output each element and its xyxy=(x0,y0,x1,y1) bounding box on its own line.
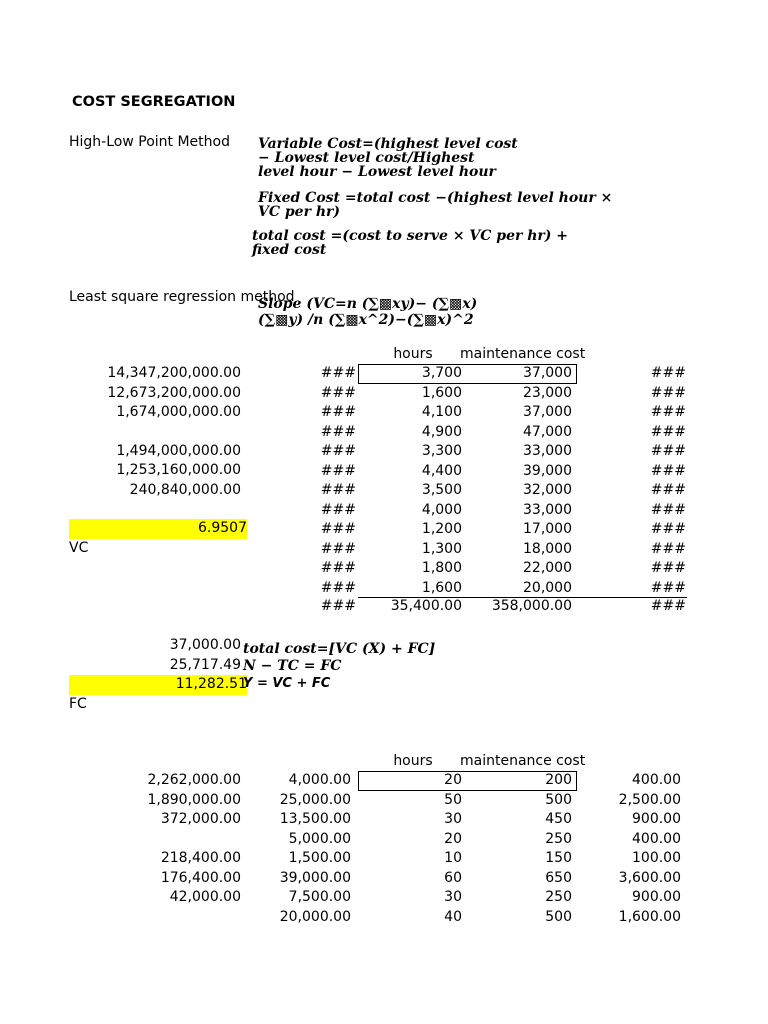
t2-col-a: 2,262,000.00 xyxy=(147,772,241,788)
t1-cost-cell: 33,000 xyxy=(523,443,572,459)
t1-cost-cell: 22,000 xyxy=(523,560,572,576)
table2-header-hours: hours xyxy=(393,753,433,769)
vc-result-highlight xyxy=(69,519,247,539)
t1-left-value: 1,674,000,000.00 xyxy=(116,404,241,420)
t1-total-hash: ### xyxy=(320,598,356,614)
t1-right-hash: ### xyxy=(650,501,686,518)
t1-cost-cell: 18,000 xyxy=(523,540,572,557)
t2-col-b: 25,000.00 xyxy=(279,791,351,808)
t2-col-b: 1,500.00 xyxy=(288,850,351,866)
t1-right-hash: ### xyxy=(650,384,686,401)
t2-cost-cell: 650 xyxy=(545,869,572,886)
t1-hours-cell: 3,500 xyxy=(421,482,462,498)
high-low-label: High-Low Point Method xyxy=(69,134,230,150)
t1-cost-cell: 32,000 xyxy=(523,482,572,498)
t1-hours-cell: 3,300 xyxy=(421,443,462,459)
t1-hash: ### xyxy=(320,521,356,537)
t2-hours-cell: 20 xyxy=(444,772,462,788)
vc-formula-line-2: − Lowest level cost/Highest xyxy=(258,150,475,166)
table2-header-cost: maintenance cost xyxy=(460,753,586,769)
t2-col-a: 176,400.00 xyxy=(160,869,241,886)
vc-formula-line-3: level hour − Lowest level hour xyxy=(258,164,496,180)
t2-col-a: 372,000.00 xyxy=(160,811,241,827)
t2-cost-cell: 250 xyxy=(545,889,572,905)
fc-label: FC xyxy=(69,695,87,712)
t1-right-hash: ### xyxy=(650,443,686,459)
t2-col-e: 2,500.00 xyxy=(618,791,681,808)
t1-hours-cell: 4,000 xyxy=(421,501,462,518)
t2-col-e: 1,600.00 xyxy=(618,908,681,925)
t1-right-hash: ### xyxy=(650,521,686,537)
t1-right-hash: ### xyxy=(650,365,686,381)
t2-col-a: 1,890,000.00 xyxy=(147,791,241,808)
t1-hours-cell: 1,200 xyxy=(421,521,462,537)
t1-hash: ### xyxy=(320,384,356,401)
t1-cost-cell: 37,000 xyxy=(523,404,572,420)
vc-result-value: 6.9507 xyxy=(198,520,247,536)
t2-col-e: 900.00 xyxy=(632,811,681,827)
fc-result-highlight xyxy=(69,675,247,695)
t1-hash: ### xyxy=(320,462,356,479)
t2-cost-cell: 150 xyxy=(545,850,572,866)
t1-cost-cell: 17,000 xyxy=(523,521,572,537)
t2-col-e: 100.00 xyxy=(632,850,681,866)
t1-hash: ### xyxy=(320,482,356,498)
t1-hours-cell: 1,600 xyxy=(421,579,462,596)
t1-hours-cell: 1,300 xyxy=(421,540,462,557)
t2-cost-cell: 250 xyxy=(545,830,572,847)
page-title: COST SEGREGATION xyxy=(72,94,236,110)
t1-cost-cell: 20,000 xyxy=(523,579,572,596)
fc-value-1: 37,000.00 xyxy=(169,637,241,653)
fc-formula-line-1: Fixed Cost =total cost −(highest level hour × xyxy=(258,190,613,206)
fc-formula-2: N − TC = FC xyxy=(243,658,342,674)
t1-hours-cell: 4,400 xyxy=(421,462,462,479)
t2-col-b: 5,000.00 xyxy=(288,830,351,847)
t1-right-hash: ### xyxy=(650,560,686,576)
t1-hours-cell: 3,700 xyxy=(421,365,462,381)
t2-col-e: 900.00 xyxy=(632,889,681,905)
t1-hash: ### xyxy=(320,443,356,459)
t1-cost-cell: 37,000 xyxy=(523,365,572,381)
t1-cost-cell: 47,000 xyxy=(523,423,572,440)
t2-cost-cell: 200 xyxy=(545,772,572,788)
t1-right-hash: ### xyxy=(650,404,686,420)
t1-left-value: 1,494,000,000.00 xyxy=(116,442,241,459)
t1-total-right-hash: ### xyxy=(650,598,686,614)
t2-col-a: 42,000.00 xyxy=(169,889,241,905)
t2-cost-cell: 500 xyxy=(545,908,572,925)
least-square-label: Least square regression method xyxy=(69,289,295,305)
t2-hours-cell: 60 xyxy=(444,869,462,886)
t2-hours-cell: 30 xyxy=(444,889,462,905)
t1-right-hash: ### xyxy=(650,423,686,440)
slope-formula-line-2: (∑▩y) /n (∑▩x^2)−(∑▩x)^2 xyxy=(258,312,474,328)
t1-hours-cell: 4,100 xyxy=(421,404,462,420)
t1-hash: ### xyxy=(320,423,356,440)
t1-left-value: 12,673,200,000.00 xyxy=(107,384,241,401)
fc-value-2: 25,717.49 xyxy=(169,656,241,673)
fc-formula-3: Y = VC + FC xyxy=(243,676,331,691)
t1-cost-cell: 23,000 xyxy=(523,384,572,401)
t2-col-b: 39,000.00 xyxy=(279,869,351,886)
t1-hash: ### xyxy=(320,560,356,576)
t2-col-b: 20,000.00 xyxy=(279,908,351,925)
t1-hash: ### xyxy=(320,579,356,596)
t1-left-value: 14,347,200,000.00 xyxy=(107,365,241,381)
t1-hours-cell: 1,600 xyxy=(421,384,462,401)
tc-formula-line-1: total cost =(cost to serve × VC per hr) + xyxy=(252,228,569,244)
t1-total-cost: 358,000.00 xyxy=(491,598,572,614)
t1-right-hash: ### xyxy=(650,482,686,498)
t2-col-a xyxy=(69,908,241,928)
t2-col-e: 400.00 xyxy=(632,772,681,788)
t1-cost-cell: 33,000 xyxy=(523,501,572,518)
t1-hash: ### xyxy=(320,501,356,518)
t1-left-value: 240,840,000.00 xyxy=(129,481,241,498)
t2-cost-cell: 500 xyxy=(545,791,572,808)
table1-first-row-box xyxy=(358,364,577,384)
vc-formula-line-1: Variable Cost=(highest level cost xyxy=(258,136,518,152)
vc-label: VC xyxy=(69,539,89,556)
table2-first-row-box xyxy=(358,771,577,791)
t2-col-b: 13,500.00 xyxy=(279,811,351,827)
t1-left-value: 1,253,160,000.00 xyxy=(116,462,241,478)
t2-cost-cell: 450 xyxy=(545,811,572,827)
t2-col-b: 4,000.00 xyxy=(288,772,351,788)
table1-header-hours: hours xyxy=(393,346,433,362)
t2-hours-cell: 30 xyxy=(444,811,462,827)
t2-hours-cell: 40 xyxy=(444,908,462,925)
slope-formula-line-1: Slope (VC=n (∑▩xy)− (∑▩x) xyxy=(258,296,478,312)
t1-total-hours: 35,400.00 xyxy=(390,598,462,614)
t2-col-e: 3,600.00 xyxy=(618,869,681,886)
t2-col-b: 7,500.00 xyxy=(288,889,351,905)
t2-col-a xyxy=(69,830,241,850)
t1-hash: ### xyxy=(320,404,356,420)
t2-col-a: 218,400.00 xyxy=(160,850,241,866)
t1-right-hash: ### xyxy=(650,540,686,557)
fc-formula-1: total cost=[VC (X) + FC] xyxy=(243,641,436,657)
t1-right-hash: ### xyxy=(650,462,686,479)
t1-cost-cell: 39,000 xyxy=(523,462,572,479)
t1-hash: ### xyxy=(320,540,356,557)
fc-result-value: 11,282.51 xyxy=(175,676,247,692)
fc-formula-line-2: VC per hr) xyxy=(258,204,341,220)
t1-hours-cell: 4,900 xyxy=(421,423,462,440)
t1-hash: ### xyxy=(320,365,356,381)
t2-hours-cell: 50 xyxy=(444,791,462,808)
t1-hours-cell: 1,800 xyxy=(421,560,462,576)
table1-header-cost: maintenance cost xyxy=(460,346,586,362)
t1-right-hash: ### xyxy=(650,579,686,596)
t2-col-e: 400.00 xyxy=(632,830,681,847)
t2-hours-cell: 20 xyxy=(444,830,462,847)
t2-hours-cell: 10 xyxy=(444,850,462,866)
tc-formula-line-2: fixed cost xyxy=(252,242,327,258)
